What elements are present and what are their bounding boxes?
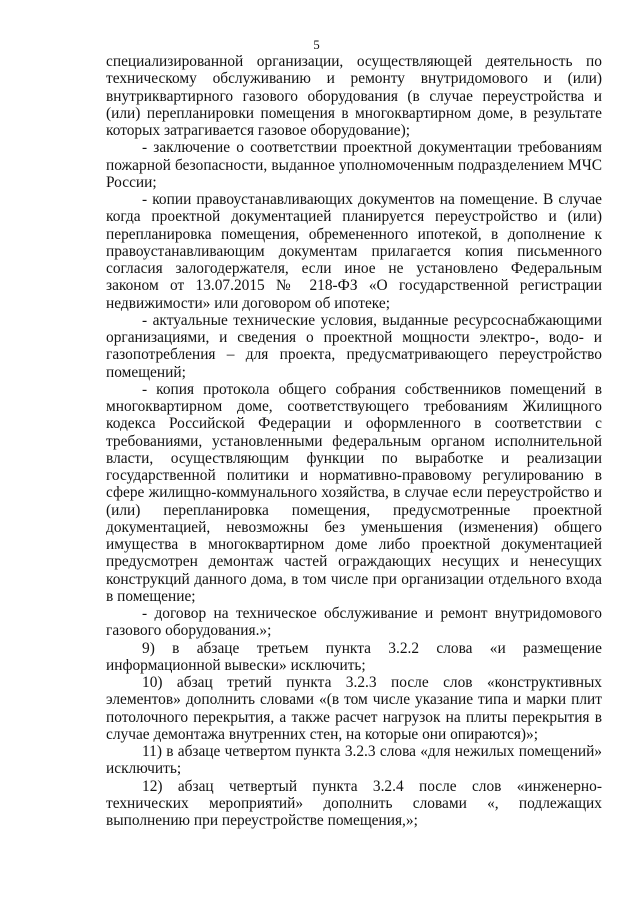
paragraph-item-11: 11) в абзаце четвертом пункта 3.2.3 слова «для нежилых помещений» исключить;: [106, 743, 602, 778]
document-body: [106, 53, 602, 829]
page-number: 5: [313, 37, 320, 52]
paragraph-fire-safety-conclusion: - заключение о соответствии проектной документации требованиям пожарной безопасности, выданное уполномоченным подразделением МЧС России;: [106, 139, 602, 191]
paragraph-owners-meeting-protocol: - копия протокола общего собрания собственников помещений в многоквартирном доме, соответствующего требованиям Жилищного кодекса Российской Федерации и оформленного в соответствии с требованиями, установленными федеральным органом исполнительной власти, осуществляющим функции по выработке и реализации государственной политики и нормативно-правовому регулированию в сфере жилищно-коммунального хозяйства, в случае если переустройство и (или) перепланировка помещения, предусмотренные проектной документацией, невозможны без уменьшения (изменения) общего имущества в многоквартирном доме либо проектной документацией предусмотрен демонтаж частей ограждающих несущих и ненесущих конструкций данного дома, в том числе при организации отдельного входа в помещение;: [106, 380, 602, 605]
paragraph-technical-conditions: - актуальные технические условия, выданные ресурсоснабжающими организациями, и сведения о проектной мощности электро-, водо- и газопотребления – для проекта, предусматривающего переустройство помещений;: [106, 311, 602, 381]
paragraph-item-10: 10) абзац третий пункта 3.2.3 после слов «конструктивных элементов» дополнить словами «(в том числе указание типа и марки плит потолочного перекрытия, а также расчет нагрузок на плиты перекрытия в случае демонтажа внутренних стен, на которые они опираются)»;: [106, 674, 602, 743]
paragraph-item-12: 12) абзац четвертый пункта 3.2.4 после слов «инженерно-технических мероприятий» дополнить словами «, подлежащих выполнению при переустройстве помещения,»;: [106, 777, 602, 829]
paragraph-title-documents: - копии правоустанавливающих документов на помещение. В случае когда проектной документацией планируется переустройство и (или) перепланировка помещения, обремененного ипотекой, в дополнение к правоустанавливающим документам прилагается копия письменного согласия залогодержателя, если иное не установлено Федеральным законом от 13.07.2015 № 218-ФЗ «О государственной регистрации недвижимости» или договором об ипотеке;: [106, 191, 602, 312]
paragraph-continuation: специализированной организации, осуществляющей деятельность по техническому обслуживанию и ремонту внутридомового и (или) внутриквартирного газового оборудования (в случае переустройства и (или) перепланировки помещения в многоквартирном доме, в результате которых затрагивается газовое оборудование);: [106, 53, 602, 139]
paragraph-gas-maintenance-contract: - договор на техническое обслуживание и ремонт внутридомового газового оборудования.»;: [106, 605, 602, 640]
paragraph-item-9: 9) в абзаце третьем пункта 3.2.2 слова «и размещение информационной вывески» исключить;: [106, 639, 602, 674]
